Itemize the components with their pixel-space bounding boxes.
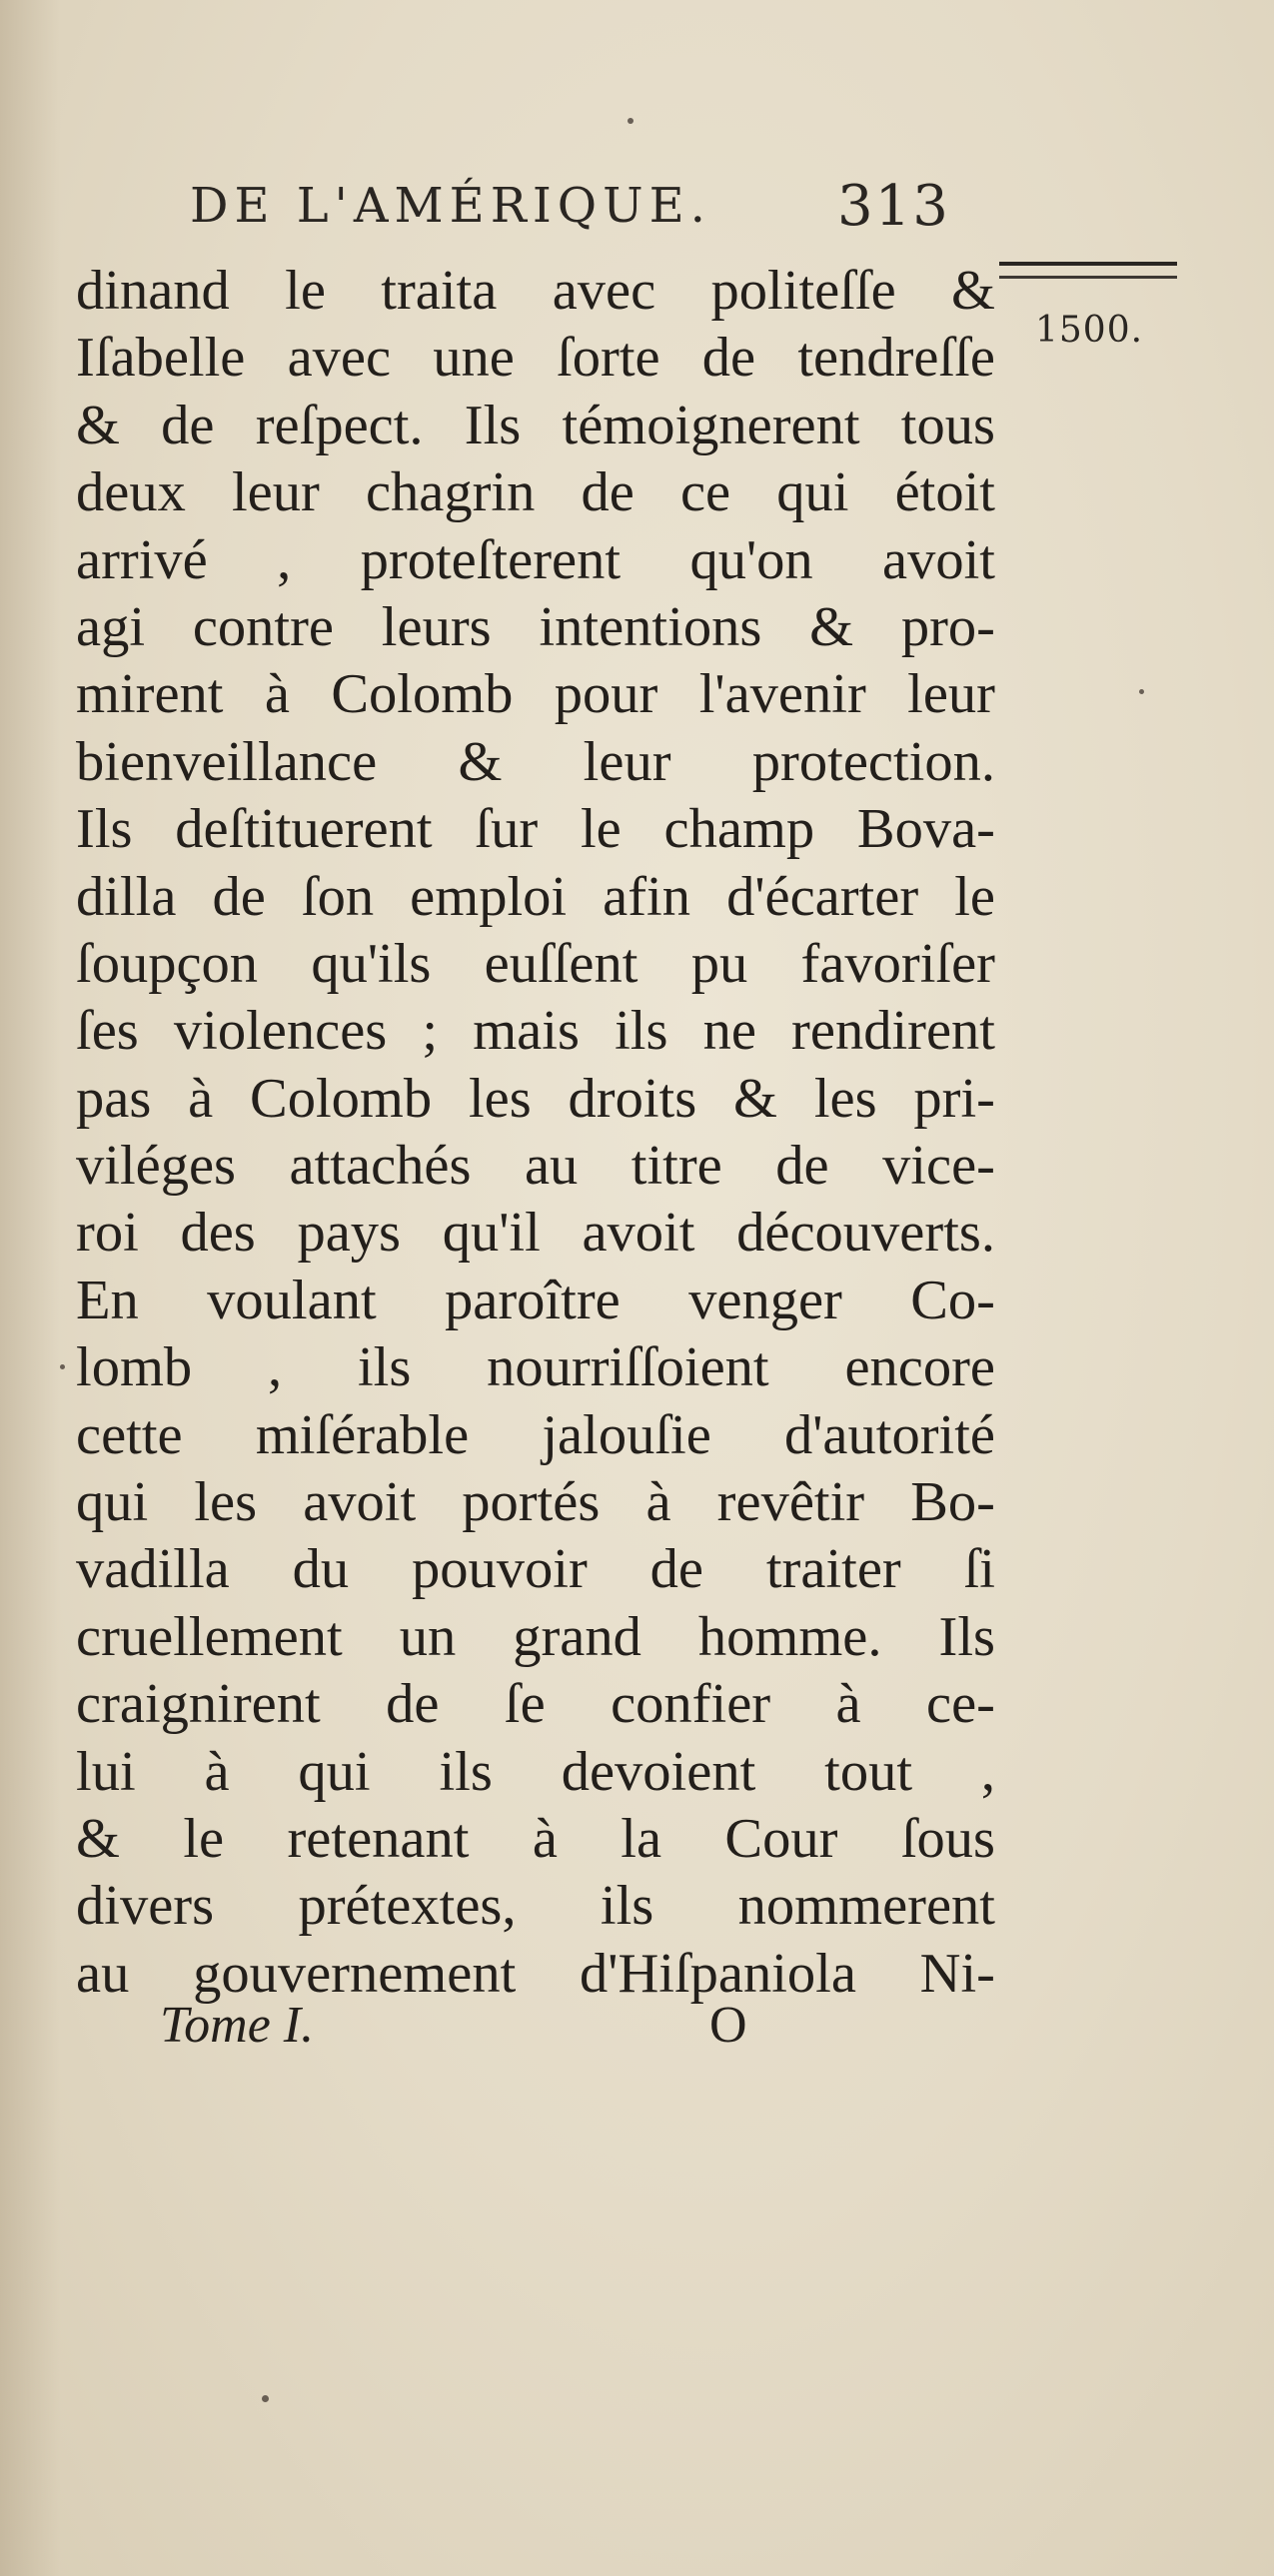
- text-line: vadilla du pouvoir de traiter ſi: [76, 1538, 995, 1601]
- paper-speck: [1139, 689, 1144, 694]
- text-line: cette miſérable jalouſie d'autorité: [76, 1403, 995, 1466]
- text-line: lomb , ils nourriſſoient encore: [76, 1336, 995, 1399]
- text-line: au gouvernement d'Hiſpaniola Ni-: [76, 1942, 995, 2005]
- text-line: lui à qui ils devoient tout ,: [76, 1740, 995, 1803]
- volume-label: Tome I.: [160, 1997, 315, 2054]
- text-line: agi contre leurs intentions & pro-: [76, 595, 995, 658]
- text-line: arrivé , proteſterent qu'on avoit: [76, 528, 995, 591]
- text-line: ſoupçon qu'ils euſſent pu favoriſer: [76, 932, 995, 995]
- text-line: cruellement un grand homme. Ils: [76, 1605, 995, 1668]
- page-number: 313: [837, 174, 950, 239]
- body-text: [76, 258, 995, 2008]
- page-footer: [160, 1996, 859, 2066]
- page-fold-shadow: [0, 0, 60, 2576]
- text-line: qui les avoit portés à revêtir Bo-: [76, 1471, 995, 1534]
- paper-speck: [60, 1364, 65, 1369]
- text-line: deux leur chagrin de ce qui étoit: [76, 461, 995, 524]
- text-line: dilla de ſon emploi afin d'écarter le: [76, 865, 995, 928]
- paper-speck: [628, 118, 634, 124]
- paper-speck: [262, 2395, 269, 2402]
- header-rule-second: [999, 276, 1177, 279]
- text-line: divers prétextes, ils nommerent: [76, 1875, 995, 1938]
- text-line: roi des pays qu'il avoit découverts.: [76, 1202, 995, 1265]
- text-line: dinand le traita avec politeſſe &: [76, 260, 995, 322]
- running-head: [190, 174, 989, 258]
- margin-year-note: 1500.: [1035, 310, 1144, 351]
- text-line: Iſabelle avec une ſorte de tendreſſe: [76, 327, 995, 390]
- text-line: viléges attachés au titre de vice-: [76, 1135, 995, 1198]
- running-title: DE L'AMÉRIQUE.: [190, 178, 711, 234]
- text-line: mirent à Colomb pour l'avenir leur: [76, 663, 995, 726]
- signature-mark: O: [709, 1997, 747, 2054]
- header-rule: [999, 262, 1177, 266]
- text-line: pas à Colomb les droits & les pri-: [76, 1067, 995, 1130]
- text-line: Ils deſtituerent ſur le champ Bova-: [76, 798, 995, 861]
- text-line: ſes violences ; mais ils ne rendirent: [76, 1000, 995, 1063]
- text-line: En voulant paroître venger Co-: [76, 1269, 995, 1331]
- text-line: bienveillance & leur protection.: [76, 730, 995, 793]
- text-line: & le retenant à la Cour ſous: [76, 1807, 995, 1870]
- text-line: & de reſpect. Ils témoignerent tous: [76, 394, 995, 456]
- text-line: craignirent de ſe confier à ce-: [76, 1673, 995, 1736]
